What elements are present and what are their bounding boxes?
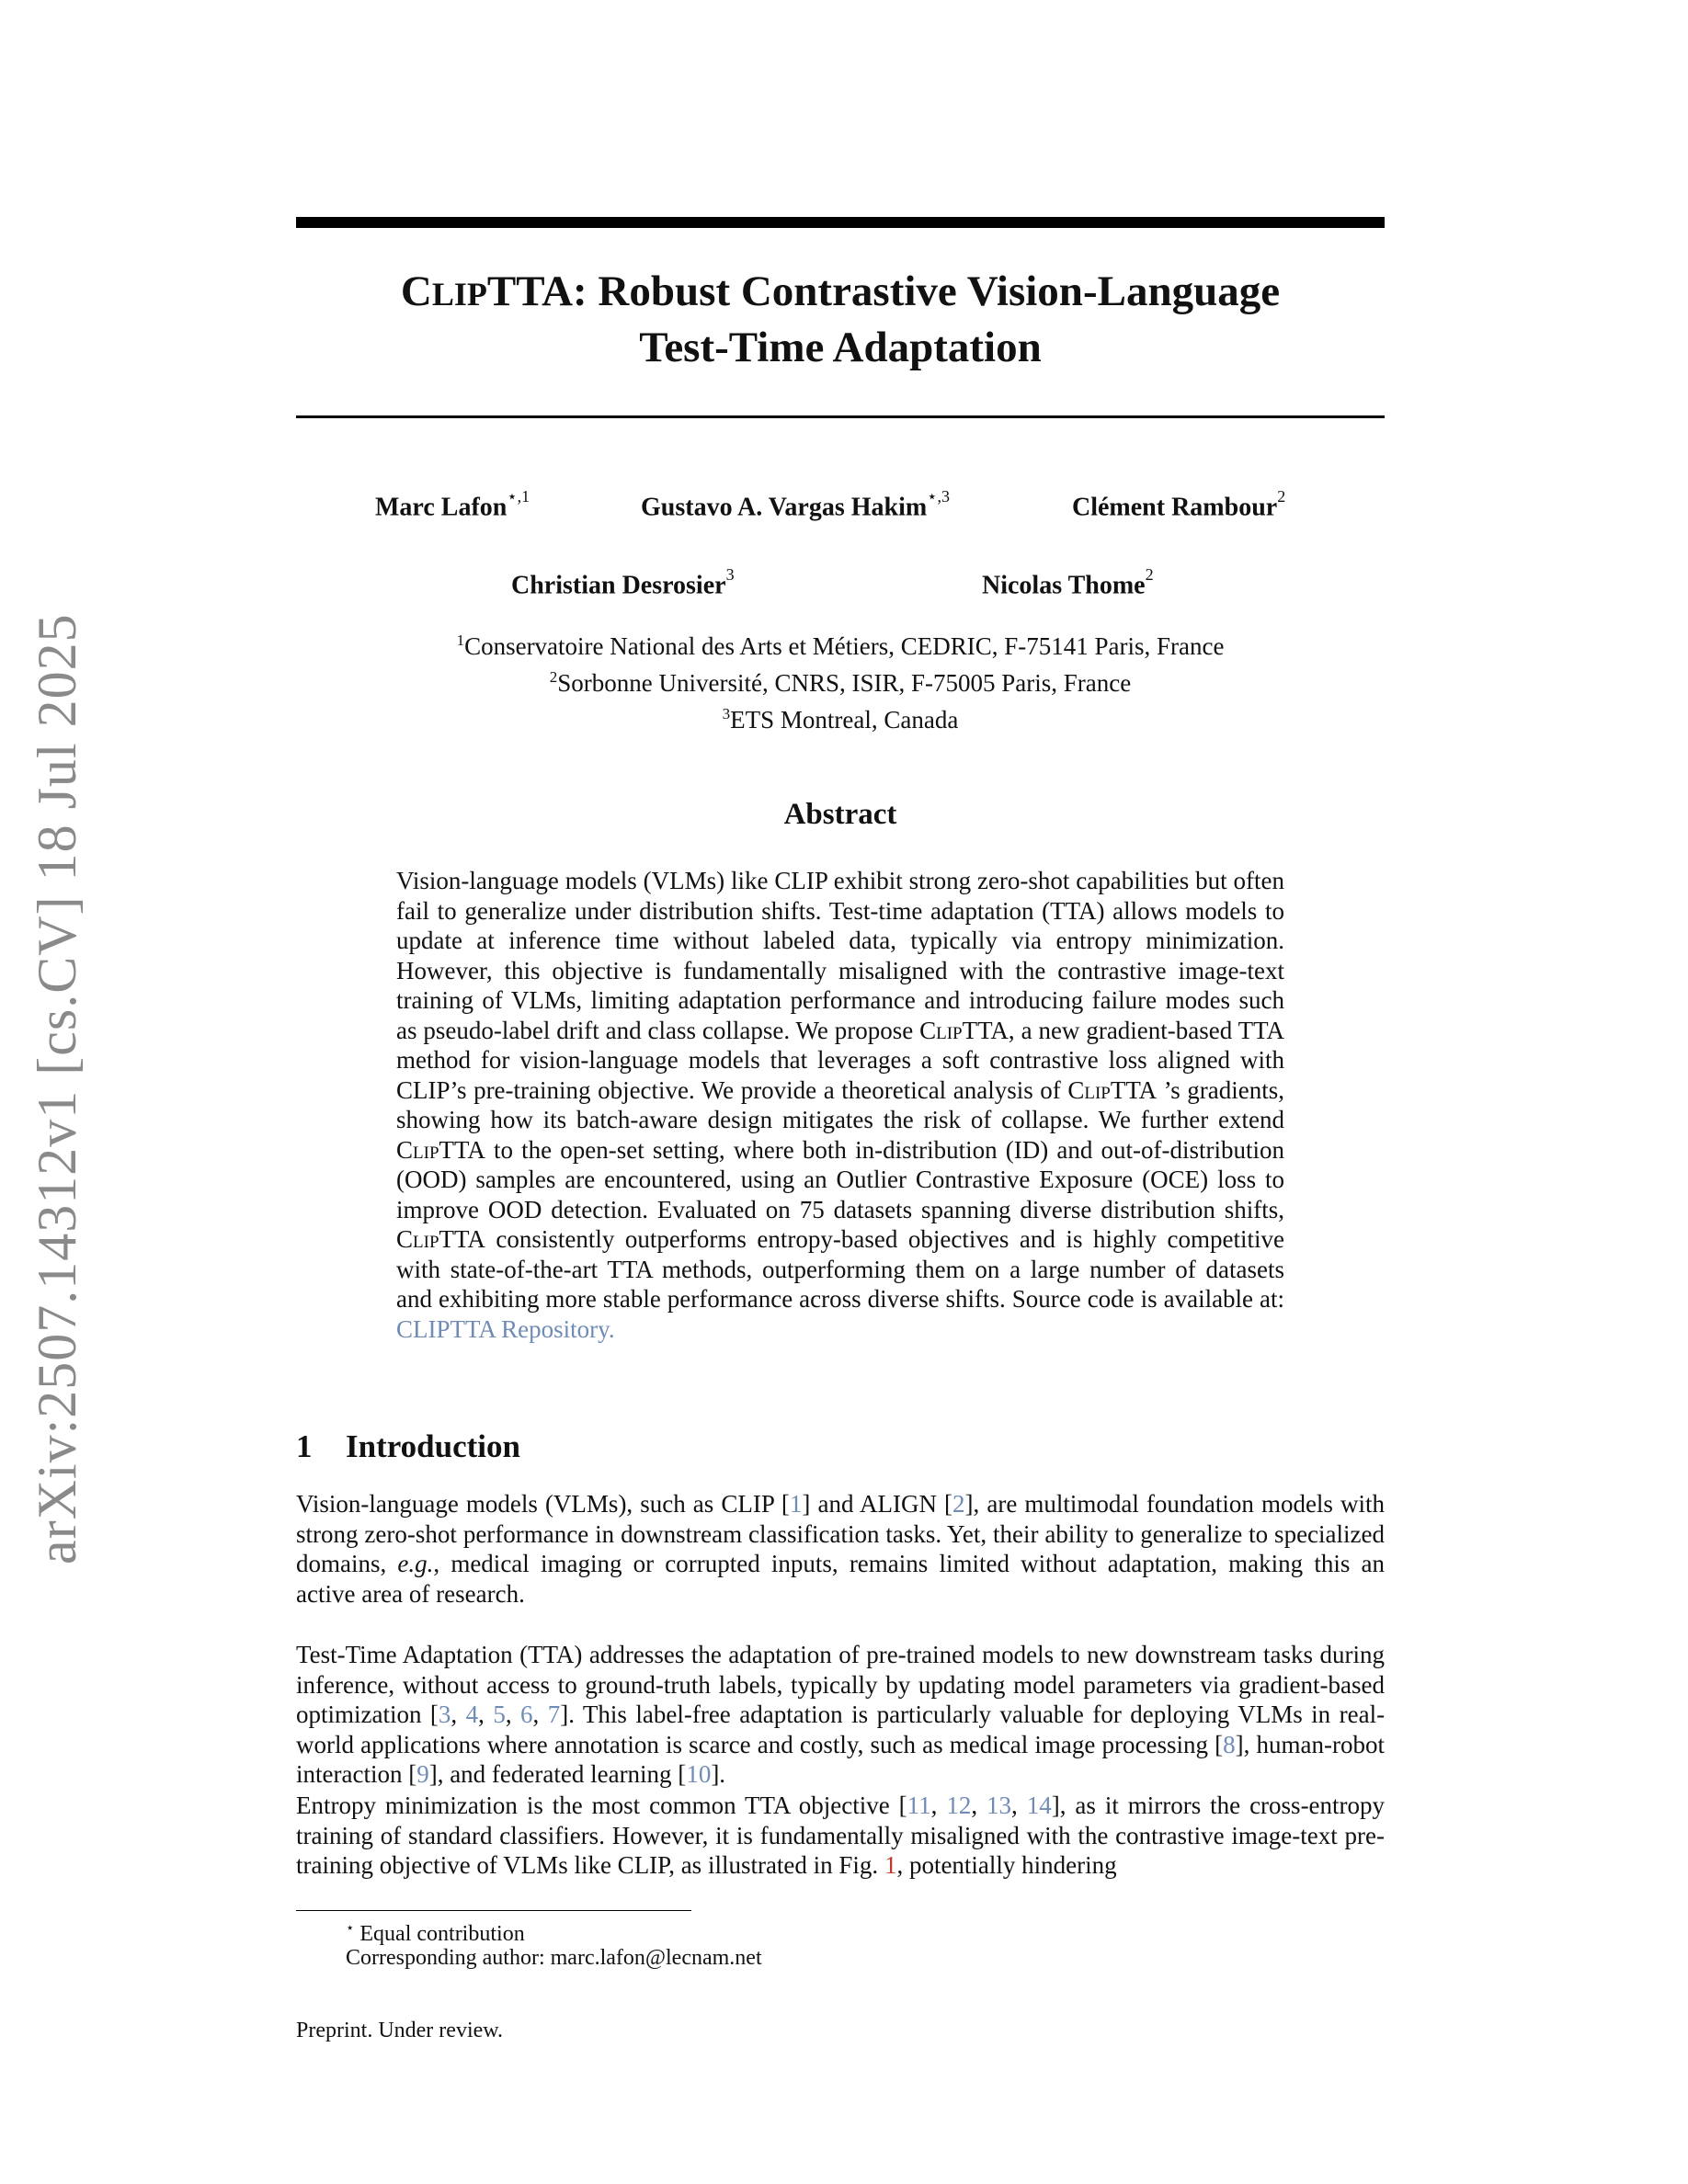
- affiliation-text: Conservatoire National des Arts et Métiers, CEDRIC, F-75141 Paris, France: [464, 632, 1225, 660]
- author-1: [375, 487, 530, 522]
- author-sup: ⋆,1: [507, 487, 530, 506]
- affiliation-text: ETS Montreal, Canada: [730, 706, 959, 734]
- citation-link[interactable]: 8: [1223, 1730, 1236, 1758]
- text-run: ], human-robot interaction [: [296, 1730, 1385, 1788]
- author-2: [641, 487, 950, 522]
- author-name: Clément Rambour: [1072, 493, 1278, 522]
- affiliation-2: [296, 662, 1385, 699]
- intro-paragraph-2: [296, 1640, 1385, 1790]
- preprint-notice: Preprint. Under review.: [296, 2019, 504, 2042]
- text-run: , medical imaging or corrupted inputs, remains limited without adaptation, making this an active area of research.: [296, 1550, 1385, 1608]
- repository-link[interactable]: CLIPTTA Repository.: [396, 1314, 615, 1343]
- text-run: ], and federated learning [: [428, 1760, 687, 1788]
- text-run: , potentially hindering: [896, 1851, 1117, 1879]
- abstract-part: Vision-language models (VLMs) like CLIP exhibit strong zero-shot capabilities but often fail to generalize under distribution shifts. Test-time adaptation (TTA) allows models to update at inference time without labeled data, typically via entropy minimization. However, this objective is fundamentally misaligned with the contrastive image-text training of VLMs, limiting adaptation performance and introducing failure modes such as pseudo-label drift and class collapse. We propose: [396, 867, 1284, 1044]
- paper-title: [296, 265, 1385, 374]
- abstract-text: [396, 866, 1284, 1344]
- title-prefix-small: LIP: [431, 276, 487, 313]
- citation-link[interactable]: 9: [416, 1760, 429, 1788]
- author-sup: 2: [1277, 487, 1286, 506]
- title-prefix-big: C: [400, 267, 432, 315]
- text-run: ,: [1011, 1792, 1027, 1819]
- abstract-part: to the open-set setting, where both in-distribution (ID) and out-of-distribution (OOD) samples are encountered, using an Outlier Contrastive Exposure (OCE) loss to improve OOD detection. Evaluated on 75 datasets spanning diverse distribution shifts,: [396, 1135, 1284, 1223]
- author-3: [1072, 487, 1286, 522]
- title-top-rule: [296, 217, 1385, 228]
- section-title: Introduction: [346, 1428, 520, 1464]
- citation-link[interactable]: 6: [520, 1701, 533, 1728]
- author-name: Nicolas Thome: [982, 571, 1146, 600]
- affiliation-text: Sorbonne Université, CNRS, ISIR, F-75005 Paris, France: [557, 669, 1132, 697]
- citation-link[interactable]: 3: [438, 1701, 451, 1728]
- abstract-part: , a new gradient-based TTA method for vision-language models that leverages a soft contrastive loss aligned with CLIP’s pre-training objective. We provide a theoretical analysis of: [396, 1016, 1284, 1104]
- affiliation-sup: 3: [722, 705, 731, 722]
- citation-link[interactable]: 1: [789, 1490, 803, 1518]
- author-name: Marc Lafon: [375, 493, 508, 522]
- text-run: ,: [451, 1701, 466, 1728]
- author-name: Christian Desrosier: [511, 571, 726, 600]
- text-run: ,: [930, 1792, 947, 1819]
- author-name: Gustavo A. Vargas Hakim: [641, 493, 928, 522]
- text-run: Entropy minimization is the most common TTA objective [: [296, 1792, 907, 1819]
- author-sup: 2: [1145, 565, 1154, 584]
- affiliations: [296, 625, 1385, 735]
- text-run: Test-Time Adaptation (TTA) addresses the adaptation of pre-trained models to new downstream tasks during inference, without access to ground-truth labels, typically by updating model parameters via gradient-based optimization [: [296, 1641, 1385, 1728]
- citation-link[interactable]: 2: [952, 1490, 965, 1518]
- section-heading-introduction: [296, 1428, 520, 1465]
- footnote-marker: ⋆: [346, 1921, 355, 1936]
- footnote-separator: [296, 1910, 691, 1911]
- text-run: e.g.: [397, 1550, 434, 1577]
- text-run: ]. This label-free adaptation is particularly valuable for deploying VLMs in real-world applications where annotation is scarce and costly, such as medical image processing [: [296, 1701, 1386, 1758]
- affiliation-sup: 2: [549, 668, 558, 686]
- figure-link[interactable]: 1: [884, 1851, 897, 1879]
- text-run: ,: [478, 1701, 494, 1728]
- title-line2: Test-Time Adaptation: [639, 324, 1042, 371]
- citation-link[interactable]: 13: [987, 1792, 1012, 1819]
- text-run: ,: [971, 1792, 987, 1819]
- intro-paragraph-3: [296, 1791, 1385, 1881]
- affiliation-sup: 1: [456, 631, 465, 649]
- footnote-text: Equal contribution: [354, 1922, 525, 1946]
- affiliation-1: [296, 625, 1385, 662]
- citation-link[interactable]: 7: [547, 1701, 561, 1728]
- author-sup: 3: [725, 565, 735, 584]
- text-run: ], are multimodal foundation models with strong zero-shot performance in downstream classification tasks. Yet, their ability to generalize to specialized domains,: [296, 1490, 1386, 1577]
- method-name: ClipTTA: [396, 1225, 485, 1253]
- title-line1: TTA: Robust Contrastive Vision-Language: [486, 267, 1281, 315]
- abstract-part: consistently outperforms entropy-based objectives and is highly competitive with state-of-the-art TTA methods, outperforming them on a large number of datasets and exhibiting more stable performance across diverse shifts. Source code is available at:: [396, 1225, 1284, 1313]
- footnote-equal-contribution: [346, 1919, 525, 1947]
- author-4: [511, 565, 735, 600]
- title-bottom-rule: [296, 415, 1385, 418]
- citation-link[interactable]: 12: [946, 1792, 972, 1819]
- abstract-part: ’s gradients, showing how its batch-aware design mitigates the risk of collapse. We further extend: [396, 1075, 1285, 1133]
- author-5: [982, 565, 1154, 600]
- text-run: ], as it mirrors the cross-entropy training of standard classifiers. However, it is fundamentally misaligned with the contrastive image-text pre-training objective of VLMs like CLIP, as illustrated in Fig.: [296, 1792, 1386, 1879]
- method-name: ClipTTA: [1067, 1075, 1158, 1104]
- text-run: ].: [711, 1760, 726, 1788]
- text-run: Vision-language models (VLMs), such as CLIP [: [296, 1490, 790, 1518]
- text-run: ,: [505, 1701, 521, 1728]
- citation-link[interactable]: 5: [493, 1701, 506, 1728]
- text-run: ] and ALIGN [: [802, 1490, 953, 1518]
- citation-link[interactable]: 14: [1026, 1792, 1052, 1819]
- footnote-corresponding-author: Corresponding author: marc.lafon@lecnam.net: [346, 1946, 762, 1970]
- arxiv-identifier: arXiv:2507.14312v1 [cs.CV] 18 Jul 2025: [27, 613, 87, 1564]
- author-sup: ⋆,3: [927, 487, 950, 506]
- citation-link[interactable]: 4: [465, 1701, 479, 1728]
- text-run: ,: [532, 1701, 548, 1728]
- citation-link[interactable]: 11: [907, 1792, 931, 1819]
- method-name: ClipTTA: [919, 1016, 1009, 1044]
- intro-paragraph-1: [296, 1489, 1385, 1609]
- affiliation-3: [296, 699, 1385, 735]
- method-name: ClipTTA: [396, 1135, 485, 1164]
- citation-link[interactable]: 10: [686, 1760, 712, 1788]
- section-number: 1: [296, 1428, 313, 1464]
- abstract-heading: Abstract: [783, 798, 897, 831]
